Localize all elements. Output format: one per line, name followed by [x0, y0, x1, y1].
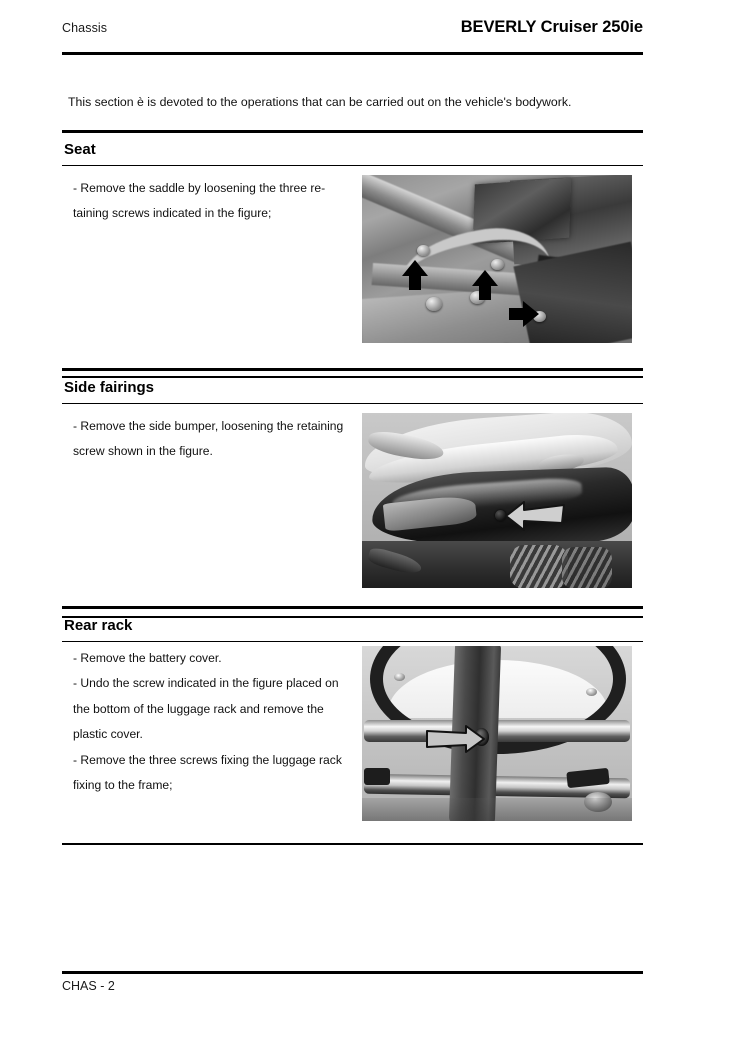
intro-paragraph: This section è is devoted to the operations that can be carried out on the vehicle's bodywork. [68, 95, 572, 109]
rear-shock-spring [510, 545, 568, 588]
section-text-seat [62, 166, 362, 227]
text-line: screw shown in the figure. [73, 444, 213, 459]
figure-side-fairings [362, 413, 632, 588]
section-text-rear-rack [62, 642, 362, 799]
figure-seat [362, 175, 632, 343]
section-title-side-fairings: Side fairings [64, 378, 155, 396]
side-fairing-screw-photo [362, 413, 632, 588]
footer-page-label: CHAS - 2 [62, 979, 115, 993]
page-header [62, 18, 643, 37]
seat-retaining-screws-photo [362, 175, 632, 343]
arrow-left-hollow-icon [504, 499, 566, 533]
text-line: the bottom of the luggage rack and remove the [73, 701, 324, 716]
text-line: - Remove the side bumper, loosening the retaining [73, 418, 344, 433]
text-line: - Undo the screw indicated in the figure placed on [73, 676, 339, 691]
screw-head [394, 673, 405, 681]
screw-head [586, 688, 597, 696]
text-line: taining screws indicated in the figure; [73, 206, 272, 221]
header-chapter-label: Chassis [62, 21, 108, 35]
section-title-seat: Seat [64, 140, 96, 158]
screw-head [417, 245, 430, 256]
screw-head [491, 259, 504, 270]
rear-shock-spring-2 [562, 547, 612, 588]
section-bottom-rule [62, 843, 643, 846]
section-title-rear-rack: Rear rack [64, 616, 133, 634]
text-line: - Remove the saddle by loosening the three re- [73, 180, 326, 195]
lower-shadow [362, 798, 632, 821]
text-line: plastic cover. [73, 727, 143, 742]
section-rear-rack [62, 606, 643, 845]
rubber-block-left [364, 768, 390, 785]
footer-divider [62, 971, 643, 974]
figure-rear-rack [362, 646, 632, 821]
section-text-side-fairings [62, 404, 362, 465]
section-seat [62, 130, 643, 378]
section-body-rear-rack [62, 642, 643, 843]
header-divider [62, 52, 643, 55]
header-model-title: BEVERLY Cruiser 250ie [460, 18, 643, 36]
screw-head [426, 297, 442, 311]
text-line: - Remove the three screws fixing the luggage rack [73, 752, 342, 767]
text-line: - Remove the battery cover. [73, 650, 222, 665]
arrow-right-hollow-icon [424, 724, 486, 754]
section-side-fairings [62, 368, 643, 618]
text-line: fixing to the frame; [73, 778, 173, 793]
section-body-side-fairings [62, 404, 643, 616]
rear-rack-screw-photo [362, 646, 632, 821]
section-body-seat [62, 166, 643, 376]
